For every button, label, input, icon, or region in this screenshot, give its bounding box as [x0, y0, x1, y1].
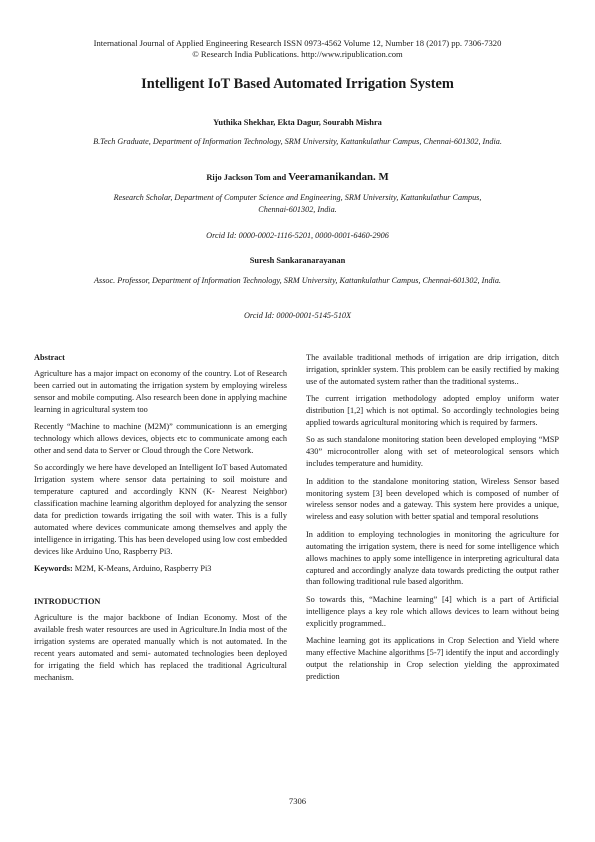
right-column — [306, 352, 559, 688]
right-paragraph-5: In addition to employing technologies in monitoring the agriculture for automating the irrigation system, there is need for some intelligence which allows machines to apply some intelligence in interpreting agricultural data captured and accordingly analyze data towards predicting the output rather than following traditional rule based algorithm. — [306, 529, 559, 587]
author-group-3: Suresh Sankaranarayanan — [249, 256, 346, 265]
journal-citation: International Journal of Applied Engineering Research ISSN 0973-4562 Volume 12, Number 18 (2017) pp. 7306-7320 — [93, 38, 502, 48]
author-group-2-name-large: Veeramanikandan. M — [288, 171, 389, 183]
right-paragraph-4: In addition to the standalone monitoring station, Wireless Sensor based monitoring system [3] been developed which is composed of number of wireless sensor nodes and a gateway. This system here provides a unique, wireless and easy solution with better spatial and temporal resolutions — [306, 476, 559, 522]
author-group-1: Yuthika Shekhar, Ekta Dagur, Sourabh Mishra — [213, 118, 382, 127]
journal-header — [0, 38, 595, 60]
left-column — [34, 352, 287, 689]
right-paragraph-7: Machine learning got its applications in Crop Selection and Yield where many effective Machine algorithms [5-7] identify the input and accordingly output the relationship in Crop selection yielding the approximated prediction — [306, 636, 559, 681]
abstract-paragraph-2: Recently “Machine to machine (M2M)” communicationn is an emerging technology which allows devices, objects etc to communicate among each other and send data to Server or Cloud through the Core Network. — [34, 422, 287, 455]
abstract-paragraph-1: Agriculture has a major impact on economy of the country. Lot of Research been carried out in automating the irrigation system by employing wireless sensor and mobile computing. Also research been done in applying machine learning in agricultural system too — [34, 368, 287, 414]
keywords — [34, 563, 287, 575]
affiliation-1: B.Tech Graduate, Department of Information Technology, SRM University, Kattankulathur Campus, Chennai-601302, India. — [93, 137, 502, 146]
orcid-3: Orcid Id: 0000-0001-5145-510X — [243, 311, 352, 320]
affiliation-2-line-2: Chennai-601302, India. — [258, 205, 337, 214]
affiliation-3: Assoc. Professor, Department of Information Technology, SRM University, Kattankulathur Campus, Chennai-601302, India. — [94, 276, 501, 285]
paper-title: Intelligent IoT Based Automated Irrigation System — [141, 76, 454, 92]
author-group-2 — [0, 171, 595, 183]
keywords-label: Keywords: — [34, 564, 73, 573]
right-paragraph-3: So as such standalone monitoring station been developed employing “MSP 430” microcontroller along with set of meteorological sensors which includes temperature and humidity. — [306, 435, 559, 469]
introduction-heading: INTRODUCTION — [34, 597, 101, 607]
affiliation-2 — [0, 192, 595, 216]
abstract-paragraph-3: So accordingly we here have developed an Intelligent IoT based Automated Irrigation system where sensor data pertaining to soil moisture and temperature captured and accordingly KNN (K- Nearest Neighbor) classification machine learning algorithm deployed for analyzing the sensor data for prediction towards irrigating the soil with water. This is a fully automated where devices communicate among themselves and apply the intelligence in irrigating. This has been developed using low cost embedded devices like Arduino Uno, Raspberry Pi3. — [34, 463, 287, 556]
author-group-2-names: Rijo Jackson Tom and — [206, 173, 289, 182]
abstract-heading: Abstract — [34, 353, 65, 362]
keywords-text: M2M, K-Means, Arduino, Raspberry Pi3 — [72, 564, 212, 573]
orcid-2: Orcid Id: 0000-0002-1116-5201, 0000-0001-6460-2906 — [206, 231, 389, 240]
right-paragraph-6: So towards this, “Machine learning” [4] which is a part of Artificial intelligence plays a key role which allows devices to learn without being explicitly programmed.. — [306, 594, 559, 628]
right-paragraph-2: The current irrigation methodology adopted employ uniform water distribution [1,2] which is not optimal. So accordingly technologies being applied towards agricultural monitoring which is required by farmers. — [306, 394, 559, 428]
page-number: 7306 — [288, 796, 307, 806]
affiliation-2-line-1: Research Scholar, Department of Computer Science and Engineering, SRM University, Kattankulathur Campus, — [113, 193, 482, 202]
journal-publisher: © Research India Publications. http://www.ripublication.com — [192, 49, 403, 59]
introduction-paragraph-1: Agriculture is the major backbone of Indian Economy. Most of the available fresh water resources are used in Agriculture.In India most of the irrigation systems are operated manually which is not automated. In the recent years automated and semi- automated technologies been deployed for irrigating the field which has replaced the traditional Agricultural mechanism. — [34, 613, 287, 682]
right-paragraph-1: The available traditional methods of irrigation are drip irrigation, ditch irrigation, sprinkler system. This problem can be easily rectified by making use of the automated system rather than the traditional systems.. — [306, 353, 559, 386]
